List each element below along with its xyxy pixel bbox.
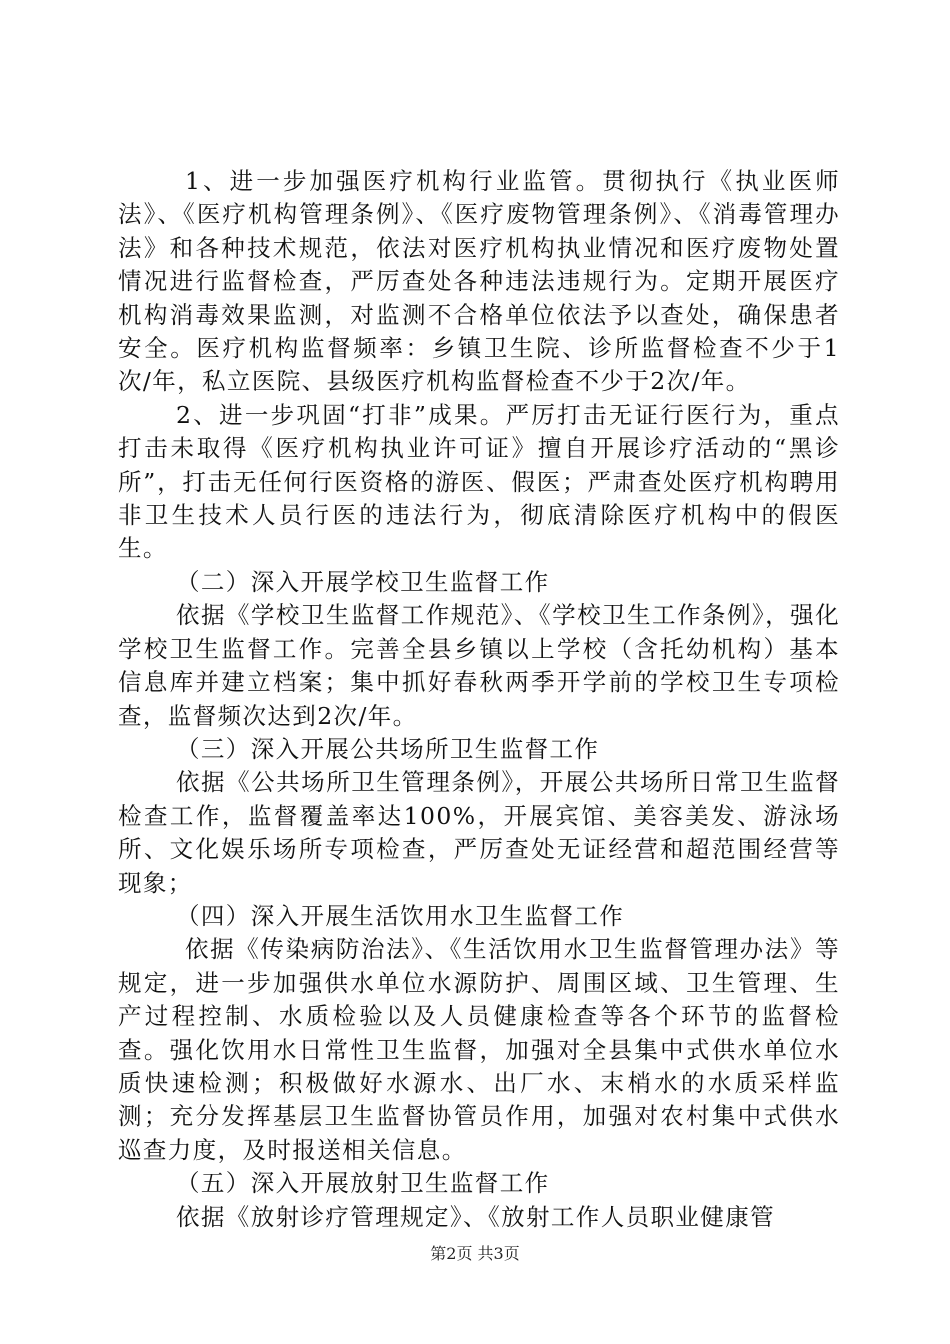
section-heading-public-places: （三）深入开展公共场所卫生监督工作: [176, 734, 600, 763]
paragraph-anti-illegal-practice: 2、进一步巩固“打非”成果。严厉打击无证行医行为，重点打击未取得《医疗机构执业许可证》擅自开展诊疗活动的“黑诊所”，打击无任何行医资格的游医、假医；严肃查处医疗机构聘用非卫生技术人员行医的违法行为，彻底清除医疗机构中的假医生。: [118, 400, 840, 563]
paragraph-public-places: 依据《公共场所卫生管理条例》，开展公共场所日常卫生监督检查工作，监督覆盖率达100%，开展宾馆、美容美发、游泳场所、文化娱乐场所专项检查，严厉查处无证经营和超范围经营等现象；: [118, 768, 840, 897]
paragraph-drinking-water: 依据《传染病防治法》、《生活饮用水卫生监督管理办法》等规定，进一步加强供水单位水源防护、周围区域、卫生管理、生产过程控制、水质检验以及人员健康检查等各个环节的监督检查。强化饮用水日常性卫生监督，加强对全县集中式供水单位水质快速检测；积极做好水源水、出厂水、末梢水的水质采样监测；充分发挥基层卫生监督协管员作用，加强对农村集中式供水巡查力度，及时报送相关信息。: [118, 935, 840, 1164]
section-heading-radiation: （五）深入开展放射卫生监督工作: [176, 1169, 550, 1198]
paragraph-radiation: 依据《放射诊疗管理规定》、《放射工作人员职业健康管: [176, 1202, 775, 1231]
section-heading-school-health: （二）深入开展学校卫生监督工作: [176, 567, 550, 596]
paragraph-school-health: 依据《学校卫生监督工作规范》、《学校卫生工作条例》，强化学校卫生监督工作。完善全县乡镇以上学校（含托幼机构）基本信息库并建立档案；集中抓好春秋两季开学前的学校卫生专项检查，监督频次达到2次/年。: [118, 601, 840, 730]
page-footer: 第2页 共3页: [430, 1244, 520, 1263]
document-body: [118, 165, 840, 1234]
paragraph-medical-supervision: 1、进一步加强医疗机构行业监管。贯彻执行《执业医师法》、《医疗机构管理条例》、《医疗废物管理条例》、《消毒管理办法》和各种技术规范，依法对医疗机构执业情况和医疗废物处置情况进行监督检查，严厉查处各种违法违规行为。定期开展医疗机构消毒效果监测，对监测不合格单位依法予以查处，确保患者安全。医疗机构监督频率：乡镇卫生院、诊所监督检查不少于1次/年，私立医院、县级医疗机构监督检查不少于2次/年。: [118, 167, 840, 396]
section-heading-drinking-water: （四）深入开展生活饮用水卫生监督工作: [176, 901, 625, 930]
